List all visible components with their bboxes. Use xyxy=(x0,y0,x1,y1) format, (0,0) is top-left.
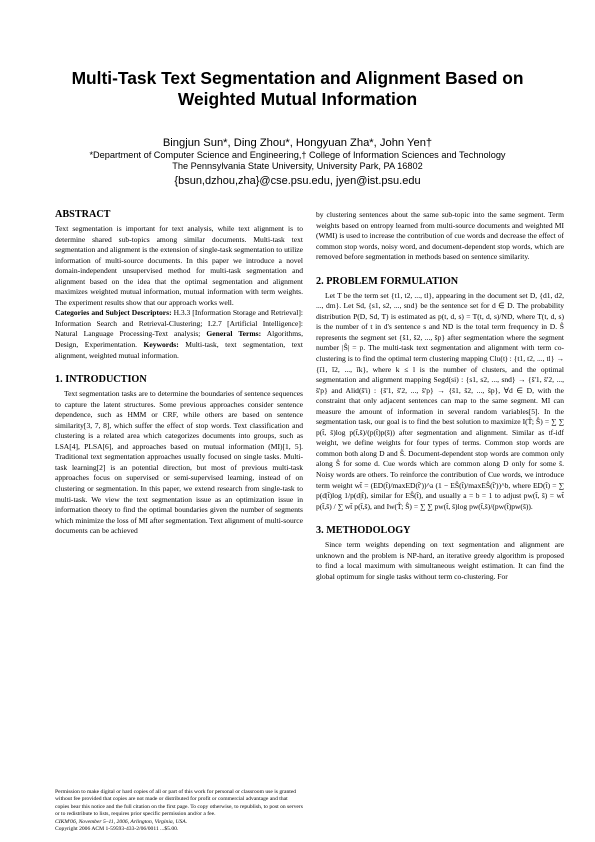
affiliation-line-1: *Department of Computer Science and Engineering,† College of Information Sciences and Technology xyxy=(89,150,506,160)
left-column xyxy=(55,208,303,537)
introduction-body: Text segmentation tasks are to determine the boundaries of sentence sequences to capture the latent structures. Some previous approaches consider sentence dependence, such as HMM or CRF, while others are based on sentence similarity[3, 7, 8], which suffer the effect of stop words. Text classification and clustering is a related area which categorizes documents into groups, such as LSA[4], PLSA[6], and approaches based on mutual information (MI)[1, 5]. Traditional text segmentation approaches usually focused on single tasks. Multi-task learning[2] is an potential direction, but most of previous multi-task approaches focus on supervised or semi-supervised learning, instead of on clustering or segmentation. In this paper, we extend research from single-task to multi-task. We view the text segmentation issue as an optimization issue in information theory to find the optimal boundaries given the number of segments which minimize the loss of MI after segmentation. Text alignment of multi-source documents can be achieved xyxy=(55,389,303,536)
title-line-1: Multi-Task Text Segmentation and Alignment Based on xyxy=(71,68,524,88)
conference-info: CIKM'06, November 5–11, 2006, Arlington, Virginia, USA. xyxy=(55,818,188,825)
general-terms-text: Algorithms, Design, Experimentation. xyxy=(55,329,303,350)
copyright-footnote xyxy=(55,789,303,833)
categories-text: H.3.3 [Information Storage and Retrieval]: Information Search and Retrieval-Clustering; I.2.7 [Artificial Intelligence]: Natural Language Processing-Text analysis; xyxy=(55,308,303,339)
affiliation-line-2: The Pennsylvania State University, University Park, PA 16802 xyxy=(172,161,423,172)
keywords-text: Multi-task, text segmentation, text alignment, weighted mutual information. xyxy=(55,340,304,360)
title-line-2: Weighted Mutual Information xyxy=(177,89,418,109)
author-list: Bingjun Sun*, Ding Zhou*, Hongyuan Zha*, John Yen† xyxy=(162,137,433,149)
affiliation xyxy=(40,150,555,173)
introduction-heading: 1. INTRODUCTION xyxy=(55,374,147,386)
author-emails: {bsun,dzhou,zha}@cse.psu.edu, jyen@ist.psu.edu xyxy=(174,175,421,187)
abstract-heading: ABSTRACT xyxy=(55,209,111,220)
permission-notice: Permission to make digital or hard copies of all or part of this work for personal or classroom use is granted without fee provided that copies are not made or distributed for profit or commercial advantage and that copies bear this notice and the full citation on the first page. To copy otherwise, to republish, to post on servers or to redistribute to lists, requires prior specific permission and/or a fee. xyxy=(55,789,303,818)
copyright-line: Copyright 2006 ACM 1-59593-433-2/06/0011 ...$5.00. xyxy=(55,826,179,833)
keywords-label: Keywords: xyxy=(137,340,179,350)
problem-formulation-body: Let T be the term set {t1, t2, ..., tl}, appearing in the document set D, {d1, d2, ..., dm}. Let Sd, {s1, s2, ..., snd} be the sentence set for d ∈ D. The probability distribution P(D, Sd, T) is estimated as p(t, d, s) = T(t, d, s)/ND, where T(t, d, s) is the number of t in d's sentence s and ND is the total term frequency in D. Ŝ represents the segment set {ŝ1, ŝ2, ..., ŝp} after segmentation where the segment number |Ŝ| = p. The multi-task text segmentation and alignment with term co-clustering is to find the optimal term clustering mapping Clu(t) : {t1, t2, ..., tl} → {î1, î2, ..., îk}, where k ≤ l is the number of clusters, and the optimal segmentation and alignment mapping Segd(si) : {s1, s2, ..., snd} → {ŝ'1, ŝ'2, ..., ŝ'p} and Alid(ŝ'i) : {ŝ'1, ŝ'2, ..., ŝ'p} → {ŝ1, ŝ2, ..., ŝp}, ∀d ∈ D, with the constraint that only adjacent sentences can map to the same segment. MI can measure the amount of information in several random variables[5]. In the segmentation task, our goal is to find the best solution to maximize I(T̂; Ŝ) = ∑ ∑ p(t̂, ŝ)log p(t̂,ŝ)/(p(t̂)p(ŝ)) after segmentation and alignment. Similar as tf-idf weight, we define weights for four types of terms. Common stop words are common both along D and Ŝ. Document-dependent stop words are common only along Ŝ for some d. Cue words which are common along D only for some ŝ. Noisy words are others. To reinforce the contribution of Cue words, we introduce term weight wt̂ = (ED(t̂)/maxED(t̂'))^a (1 − EŜ(t̂)/maxEŜ(t̂'))^b, where ED(t̂) = ∑ p(d|t̂)log 1/p(d|t̂), similar for EŜ(t̂), and usually a = b = 1 to adjust pw(t̂, ŝ) = wt̂ p(t̂,ŝ) / ∑ wt̂ p(t̂,ŝ), and Iw(T̂; Ŝ) = ∑ ∑ pw(t̂, ŝ)log pw(t̂,ŝ)/(pw(t̂)pw(ŝ)). xyxy=(316,290,564,511)
methodology-heading: 3. METHODOLOGY xyxy=(316,525,411,537)
problem-formulation-heading: 2. PROBLEM FORMULATION xyxy=(316,275,459,287)
abstract-body: Text segmentation is important for text analysis, while text alignment is to determine shared sub-topics among similar documents. Multi-task text segmentation and alignment is the extension of single-task segmentation to utilize information of multi-source documents. In this paper we introduce a novel domain-independent unsupervised method for multi-task segmentation and alignment based on the idea that the optimal segmentation and alignment maximizes weighted mutual information, mutual information with term weights. The experiment results show that our approach works well. xyxy=(55,224,303,307)
intro-continuation: by clustering sentences about the same sub-topic into the same segment. Term weights based on entropy learned from multi-source documents and weighted MI (WMI) is used to increase the contribution of cue words and decrease the effect of common stop words, noisy word, and document-dependent stop words, which are removed before segmentation in methods based on sentence similarity. xyxy=(316,210,564,262)
methodology-body: Since term weights depending on text segmentation and alignment are unknown and the problem is NP-hard, an iterative greedy algorithm is proposed to find a local maximum with simultaneous weight estimation. It can find the global optimum for single tasks without term co-clustering. For xyxy=(316,540,564,581)
general-terms-label: General Terms: xyxy=(200,329,262,339)
categories-label: Categories and Subject Descriptors: xyxy=(55,308,172,318)
categories-paragraph xyxy=(55,308,303,361)
paper-title xyxy=(40,68,555,110)
right-column xyxy=(316,210,564,582)
